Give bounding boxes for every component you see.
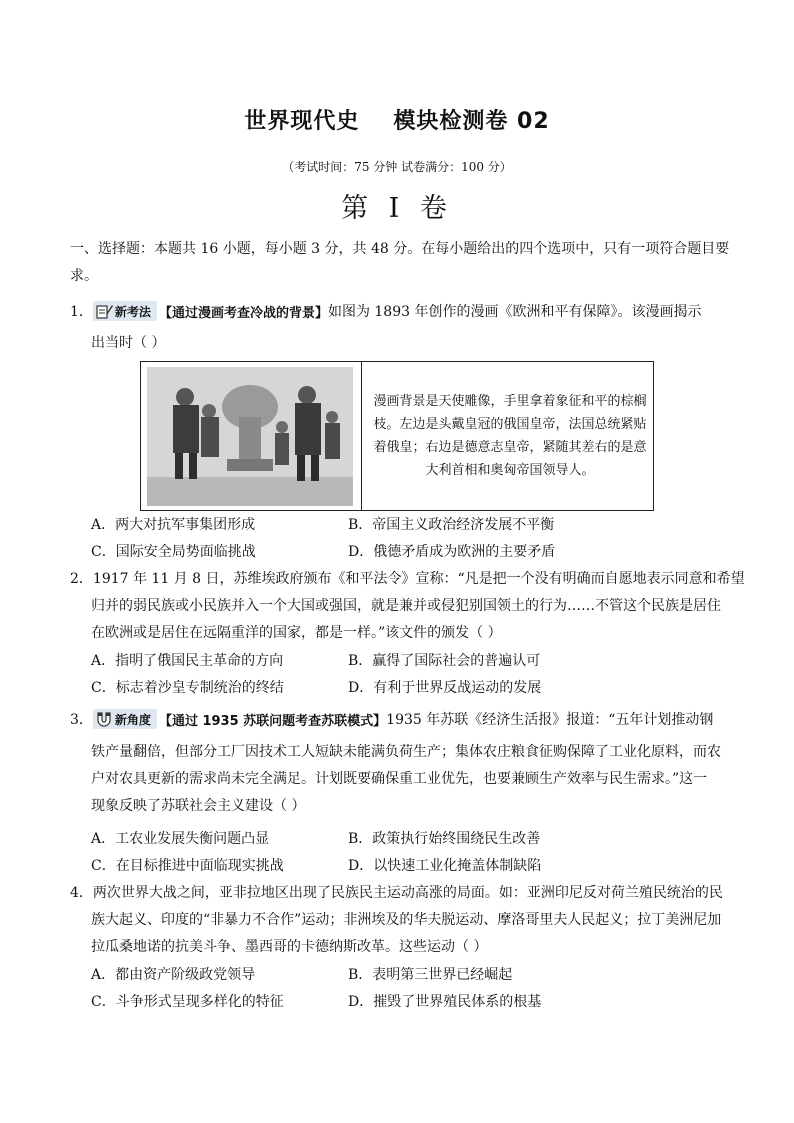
question-text: 1935 年苏联《经济生活报》报道：“五年计划推动钢 — [386, 712, 714, 728]
q3-option-d: D．以快速工业化掩盖体制缺陷 — [348, 858, 542, 874]
question-1-header — [70, 301, 701, 321]
q1-option-d: D．俄德矛盾成为欧洲的主要矛盾 — [348, 544, 556, 560]
pen-icon — [95, 302, 113, 320]
question-number: 3． — [70, 712, 93, 728]
question-2-line2: 归并的弱民族或小民族并入一个大国或强国，就是兼并或侵犯别国领土的行为……不管这个民族是居住 — [91, 598, 721, 614]
question-4-line1: 4．两次世界大战之间，亚非拉地区出现了民族民主运动高涨的局面。如：亚洲印尼反对荷兰殖民统治的民 — [70, 885, 723, 901]
new-method-badge — [93, 301, 157, 321]
question-3-header — [70, 709, 713, 729]
q3-option-c: C．在目标推进中面临现实挑战 — [91, 858, 284, 874]
instructions-line1: 一、选择题：本题共 16 小题，每小题 3 分，共 48 分。在每小题给出的四个选项中，只有一项符合题目要 — [70, 241, 730, 257]
badge-label: 新考法 — [114, 304, 151, 319]
cartoon-figure — [140, 361, 654, 511]
q2-option-c: C．标志着沙皇专制统治的终结 — [91, 680, 284, 696]
question-2-line1: 2．1917 年 11 月 8 日，苏维埃政府颁布《和平法令》宣称：“凡是把一个没有明确而自愿地表示同意和希望 — [70, 571, 745, 587]
exam-info: （考试时间：75 分钟 试卷满分：100 分） — [282, 160, 512, 174]
question-1-line2: 出当时（ ） — [91, 335, 166, 351]
question-3-line4: 现象反映了苏联社会主义建设（ ） — [91, 798, 306, 814]
q4-option-d: D．摧毁了世界殖民体系的根基 — [348, 994, 542, 1010]
cartoon-image — [147, 367, 353, 506]
section-heading: 第 I 卷 — [341, 193, 453, 224]
q2-option-d: D．有利于世界反战运动的发展 — [348, 680, 542, 696]
q4-option-c: C．斗争形式呈现多样化的特征 — [91, 994, 284, 1010]
q3-option-a: A．工农业发展失衡问题凸显 — [91, 831, 270, 847]
q4-option-a: A．都由资产阶级政党领导 — [91, 967, 256, 983]
question-tag: 【通过 1935 苏联问题考查苏联模式】 — [158, 713, 387, 729]
magnet-icon — [95, 710, 113, 728]
question-number: 1． — [70, 304, 93, 320]
question-4-line3: 拉瓜桑地诺的抗美斗争、墨西哥的卡德纳斯改革。这些运动（ ） — [91, 939, 488, 955]
q1-option-a: A．两大对抗军事集团形成 — [91, 517, 256, 533]
q2-option-b: B．赢得了国际社会的普遍认可 — [348, 653, 541, 669]
question-3-line3: 户对农具更新的需求尚未完全满足。计划既要确保重工业优先，也要兼顾生产效率与民生需求。”这一 — [91, 771, 708, 787]
question-text: 如图为 1893 年创作的漫画《欧洲和平有保障》。该漫画揭示 — [327, 304, 702, 320]
figure-divider — [361, 362, 362, 510]
paper-title — [0, 104, 794, 135]
q2-option-a: A．指明了俄国民主革命的方向 — [91, 653, 284, 669]
q1-option-b: B．帝国主义政治经济发展不平衡 — [348, 517, 555, 533]
instructions-line2: 求。 — [70, 268, 98, 284]
new-angle-badge — [93, 709, 157, 729]
cartoon-caption: 漫画背景是天使雕像，手里拿着象征和平的棕榈枝。左边是头戴皇冠的俄国皇帝，法国总统紧贴着俄皇；右边是德意志皇帝，紧随其差右的是意大利首相和奥匈帝国领导人。 — [373, 394, 647, 478]
title-left: 世界现代史 — [244, 109, 360, 134]
question-4-line2: 族大起义、印度的“非暴力不合作”运动；非洲埃及的华夫脱运动、摩洛哥里夫人民起义；拉丁美洲尼加 — [91, 912, 722, 928]
q4-option-b: B．表明第三世界已经崛起 — [348, 967, 513, 983]
badge-label: 新角度 — [114, 712, 151, 727]
question-3-line2: 铁产量翻倍，但部分工厂因技术工人短缺未能满负荷生产；集体农庄粮食征购保障了工业化原料，而农 — [91, 744, 721, 760]
question-tag: 【通过漫画考查冷战的背景】 — [158, 305, 328, 321]
title-right: 模块检测卷 02 — [393, 109, 550, 134]
q3-option-b: B．政策执行始终围绕民生改善 — [348, 831, 541, 847]
q1-option-c: C．国际安全局势面临挑战 — [91, 544, 256, 560]
question-2-line3: 在欧洲或是居住在远隔重洋的国家，都是一样。”该文件的颁发（ ） — [91, 625, 502, 641]
